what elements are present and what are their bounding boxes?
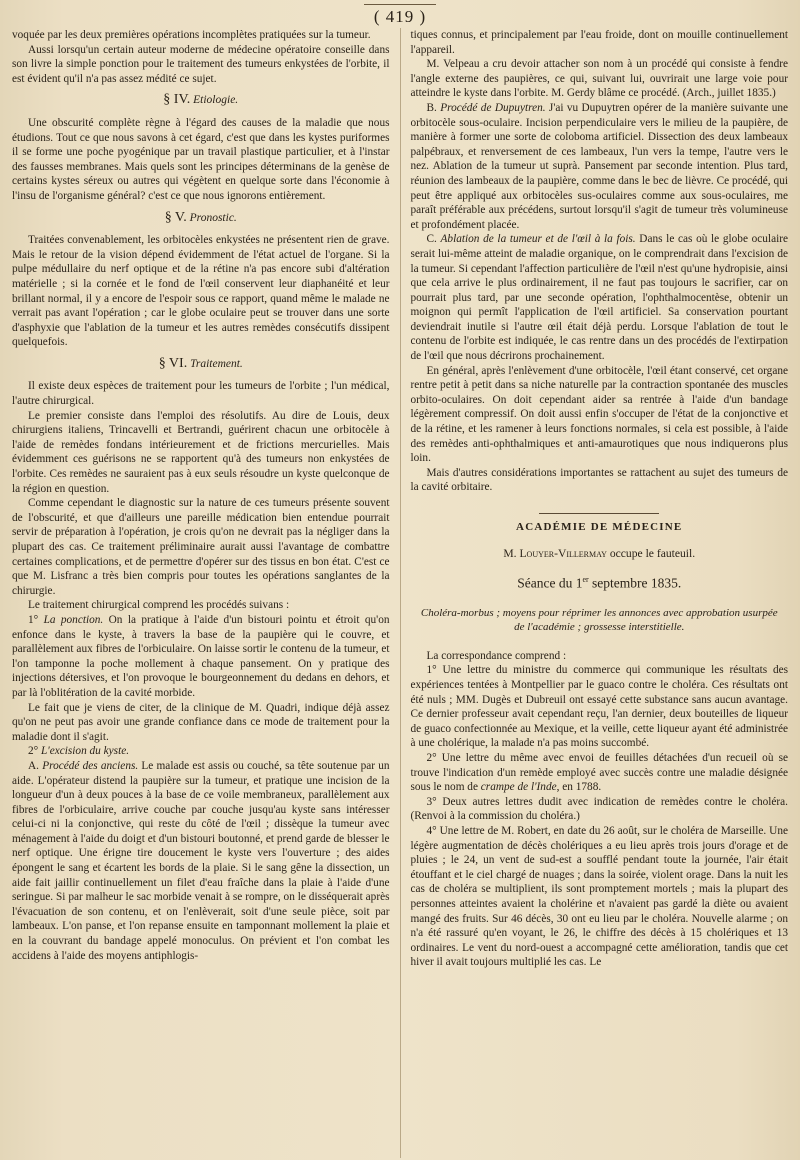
right-column (400, 28, 789, 1158)
paragraph: Comme cependant le diagnostic sur la nature de ces tumeurs présente souvent de l'obscurité, et que d'ailleurs une pareille médication bien entendue pourrait servir de préparation à l'opération, je crois qu'on ne devrait pas la négliger dans la plupart des cas. Ce traitement préliminaire aurait aussi l'avantage de combattre certaines complications, et de permettre d'opérer sur des tissus en bon état. C'est ce que M. Lisfranc a très bien compris pour toutes les opérations sanglantes de la chirurgie. (12, 497, 390, 597)
session-date (411, 573, 789, 591)
session-suffix: septembre 1835. (588, 575, 682, 591)
paragraph: voquée par les deux premières opérations incomplètes pratiquées sur la tumeur. (12, 29, 371, 41)
paragraph (12, 744, 390, 759)
paragraph: M. Velpeau a cru devoir attacher son nom à un procédé qui consiste à fendre l'angle externe des paupières, ce qui, suivant lui, ouvrirait une large voie pour atteindre le kyste dans l'orbite. M. Gerdy blâme ce procédé. (Arch., juillet 1835.) (410, 58, 788, 100)
session-prefix: Séance du 1 (517, 575, 583, 591)
item-text: J'ai vu Dupuytren opérer de la manière suivante une orbitocèle sous-oculaire. Incision perpendiculaire vers le milieu de la paupière, de manière à former une sorte de coloboma artificiel. Dissection des deux lambeaux palpébraux, et renversement de ces lambeaux, l'un vers la tempe, l'autre vers le nez. Ablation de la tumeur ut suprà. Pansement par seconde intention. Plus tard, réunion des lambeaux de la paupière, comme dans le bec de lièvre. Ce procédé, qui peut être appliqué aux orbitocèles sus-oculaires comme aux sous-oculaires, me paraît préférable aux précédens, surtout lorsqu'il s'agit de tumeur très volumineuse et profondément placée. (410, 101, 788, 231)
paragraph: 1° Une lettre du ministre du commerce qui communique les résultats des expériences tentées à Montpellier par le guaco contre le choléra. Ces résultats ont été nuls ; MM. Dugès et Dubreuil ont essayé cette substance sans aucun avantage. Ce dernier professeur avait cependant reçu, l'an dernier, deux bouteilles de liqueur de guaco confectionnée au Mexique, et la veille, cette liqueur ayant été administrée à une cholérique, la malade n'a pas moins succombé. (410, 664, 788, 750)
president-suffix: occupe le fauteuil. (606, 546, 696, 560)
section-number: § VI. (158, 355, 188, 371)
item-text: Dans le cas où le globe oculaire serait lui-même atteint de maladie organique, on le comprendrait dans l'excision de la tumeur. Si cependant l'affection particulière de l'œil n'est qu'une hydropisie, ainsi que cela arrive le plus ordinairement, il ne faut pas toujours le sacrifier, car on pourrait plus tard, par une seconde opération, l'ophthalmocentèse, obtenir un moignon qui permît l'application de l'œil artificiel. Sa conservation pourtant deviendrait inutile si l'autre œil était déjà perdu. Lorsque l'ablation de tout le contenu de l'orbite est indiquée, le cas rentre dans un des procédés de l'extirpation de l'œil que nous décrirons prochainement. (410, 233, 788, 363)
paragraph: Aussi lorsqu'un certain auteur moderne de médecine opératoire conseille dans son livre la simple ponction pour le traitement des tumeurs enkystées de l'orbite, il est évident qu'il n'a pas assez médité ce sujet. (12, 43, 390, 85)
paragraph (411, 101, 789, 232)
divider (539, 513, 659, 514)
section-title: Pronostic. (189, 211, 237, 224)
paragraph (12, 613, 390, 701)
paragraph: Mais d'autres considérations importantes se rattachent au sujet des tumeurs de la cavité orbitaire. (410, 466, 788, 494)
academy-heading: ACADÉMIE DE MÉDECINE (516, 521, 683, 533)
item-letter: B. (426, 101, 441, 114)
paragraph (411, 751, 789, 795)
section-heading-traitement (12, 357, 390, 372)
item-text: Le malade est assis ou couché, sa tête soutenue par un aide. L'opérateur distend la paupière sur la tumeur, et pratique une incision de la longueur d'un à deux pouces à la base de ce voile membraneux, parallèlement aux fibres de l'orbiculaire, arrive couche par couche jusqu'au kyste sans intéresser celui-ci ni la conjonctive, qui reste du côté de l'œil ; dissèque la tumeur avec ménagement à l'aide du doigt et d'un bistouri boutonné, et prend garde de blesser le nerf optique. Une érigne tire doucement le kyste vers l'ouverture ; des aides épongent le sang et écartent les bords de la plaie. Si le sang gêne la dissection, un aide fait jaillir continuellement un filet d'eau fraîche dans la plaie à l'aide d'une seringue. Si par malheur le sac morbide venait à se rompre, on le disséquerait après l'évacuation de son contenu, et on l'enlèverait, soit d'une seule pièce, soit par lambeaux. L'on panse, et l'on repanse ensuite en tamponnant mollement la plaie et en la couvrant du bandage appelé monoculus. On prévient et l'on combat les accidens à l'aide des moyens antiphlogis- (12, 759, 390, 962)
paragraph: La correspondance comprend : (426, 649, 567, 662)
paragraph: En général, après l'enlèvement d'une orbitocèle, l'œil étant conservé, cet organe rentre petit à petit dans sa niche naturelle par la contraction spontanée des muscles orbito-oculaires. On doit cependant aider sa rentrée à l'aide d'un bandage légèrement compressif. On doit aussi enfin s'occuper de l'état de la conjonctive et de la rétine, et les ramener à leurs fonctions normales, si cela est possible, à l'aide des remèdes anti-ophthalmiques et anti-amaurotiques que nous indiquerons plus loin. (410, 364, 788, 465)
item-letter: C. (426, 233, 441, 246)
session-summary: Choléra-morbus ; moyens pour réprimer les annonces avec approbation usurpée de l'académie ; grossesse interstitielle. (420, 607, 778, 634)
paragraph: 3° Deux autres lettres dudit avec indication de remèdes contre le choléra. (Renvoi à la commission du choléra.) (410, 795, 788, 823)
session-ordinal: er (582, 575, 589, 585)
paragraph: Le premier consiste dans l'emploi des résolutifs. Au dire de Louis, deux chirurgiens italiens, Trincavelli et Bertrandi, guérirent chacun une orbitocèle à l'aide de remèdes fondans intérieurement et de frictions mercurielles. Mais évidemment ces guérisons ne se rapportent qu'à des tumeurs non enkystées de l'orbite. Ces remèdes ne sauraient pas à eux seuls résoudre un kyste quelconque de la région en question. (12, 409, 390, 495)
president-name: Louyer-Villermay (519, 546, 607, 560)
paragraph (12, 759, 390, 963)
page-number-text: ( 419 ) (364, 4, 436, 29)
item-text: , en 1788. (556, 781, 602, 794)
section-heading-etiologie (12, 93, 390, 108)
item-number: 2° (28, 745, 41, 758)
columns (12, 28, 788, 1158)
item-title: L'excision du kyste. (41, 745, 130, 758)
president-prefix: M. (503, 546, 520, 560)
section-number: § V. (164, 209, 187, 225)
paragraph: Traitées convenablement, les orbitocèles enkystées ne présentent rien de grave. Mais le retour de la vision dépend évidemment de l'état actuel de l'organe. Si la pulpe médullaire du nerf optique et de la rétine n'a pas encore subi d'altération matérielle ; si la cornée et le fond de l'œil conservent leur diaphanéité et leur brillant normal, il y a encore de l'espoir sous ce rapport, quand même le malade ne verrait pas avant l'opération ; car le globe oculaire peut se trouver dans une sorte d'asphyxie que l'ablation de la tumeur et les autres remèdes consécutifs dissipent quelquefois. (12, 234, 390, 349)
page-number (12, 4, 788, 28)
section-title: Traitement. (190, 357, 243, 370)
paragraph: Il existe deux espèces de traitement pour les tumeurs de l'orbite ; l'un médical, l'autre chirurgical. (12, 380, 390, 408)
item-number: 1° (28, 613, 44, 626)
section-title: Etiologie. (193, 94, 239, 107)
president-line (411, 547, 789, 562)
section-number: § IV. (163, 92, 191, 108)
item-title: La ponction. (43, 613, 104, 626)
item-title: Ablation de la tumeur et de l'œil à la fois. (440, 233, 636, 246)
paragraph: Le fait que je viens de citer, de la clinique de M. Quadri, indique déjà assez qu'on ne peut pas avoir une grande confiance dans ce mode de traitement pour la maladie dont il s'agit. (12, 701, 390, 743)
item-title: Procédé de Dupuytren. (440, 101, 546, 114)
paragraph: 4° Une lettre de M. Robert, en date du 26 août, sur le choléra de Marseille. Une légère augmentation de décès cholériques a eu lieu après trois jours d'orage et de pluies ; le 24, un vent de sud-est a soufflé pendant toute la journée, l'air était étouffant et le ciel chargé de nuages ; dans la soirée, violent orage. Dans la nuit les cas de choléra se multiplient, ils sont promptement mortels ; mais la plupart des personnes atteintes avaient la cholérine et n'avaient pas gardé la diète ou avaient mangé des fruits. Sur 46 décès, 30 ont eu lieu par le choléra. Nouvelle alarme ; on n'a été rassuré qu'en voyant, le 26, le chiffre des décès à 15 cholériques et 13 ordinaires. Le vent du nord-ouest a accompagné cette amélioration, tandis que cet hiver il avait toujours multiplié les cas. Le (410, 825, 788, 969)
item-emphasis: crampe de l'Inde (480, 781, 557, 794)
item-text: On la pratique à l'aide d'un bistouri pointu et étroit qu'on enfonce dans le kyste, à travers la base de la paupière qui le couvre, et parallèlement aux fibres de l'orbiculaire. On laisse sortir le contenu de la tumeur, et l'on tamponne la poche mollement à chaque pansement. On y pratique des injections détersives, et l'on provoque le bourgeonnement du dedans en dehors, et par là l'oblitération de la cavité morbide. (12, 613, 390, 699)
section-heading-pronostic (12, 211, 390, 226)
item-title: Procédé des anciens. (42, 759, 139, 772)
paragraph: Le traitement chirurgical comprend les procédés suivans : (28, 599, 290, 612)
paragraph (411, 232, 789, 363)
item-text: 2° Une lettre du même avec envoi de feuilles détachées d'un recueil où se trouve l'indication d'un remède employé avec succès contre une maladie désignée sous le nom de (410, 752, 788, 794)
left-column (12, 28, 390, 1158)
paragraph: Une obscurité complète règne à l'égard des causes de la maladie que nous étudions. Tout ce que nous savons à cet égard, c'est que dans les kystes puriformes il se forme une poche pyogénique par un travail plastique particulier, et à l'instar des fausses membranes. Mais quels sont les principes déterminans de la genèse de certains kystes séreux ou autres qui végètent en quelque sorte dans l'économie à l'insu de l'organisme général? c'est ce que nous ignorons entièrement. (12, 116, 390, 202)
paragraph: tiques connus, et principalement par l'eau froide, dont on mouille continuellement l'appareil. (410, 29, 788, 56)
item-letter: A. (28, 759, 43, 772)
